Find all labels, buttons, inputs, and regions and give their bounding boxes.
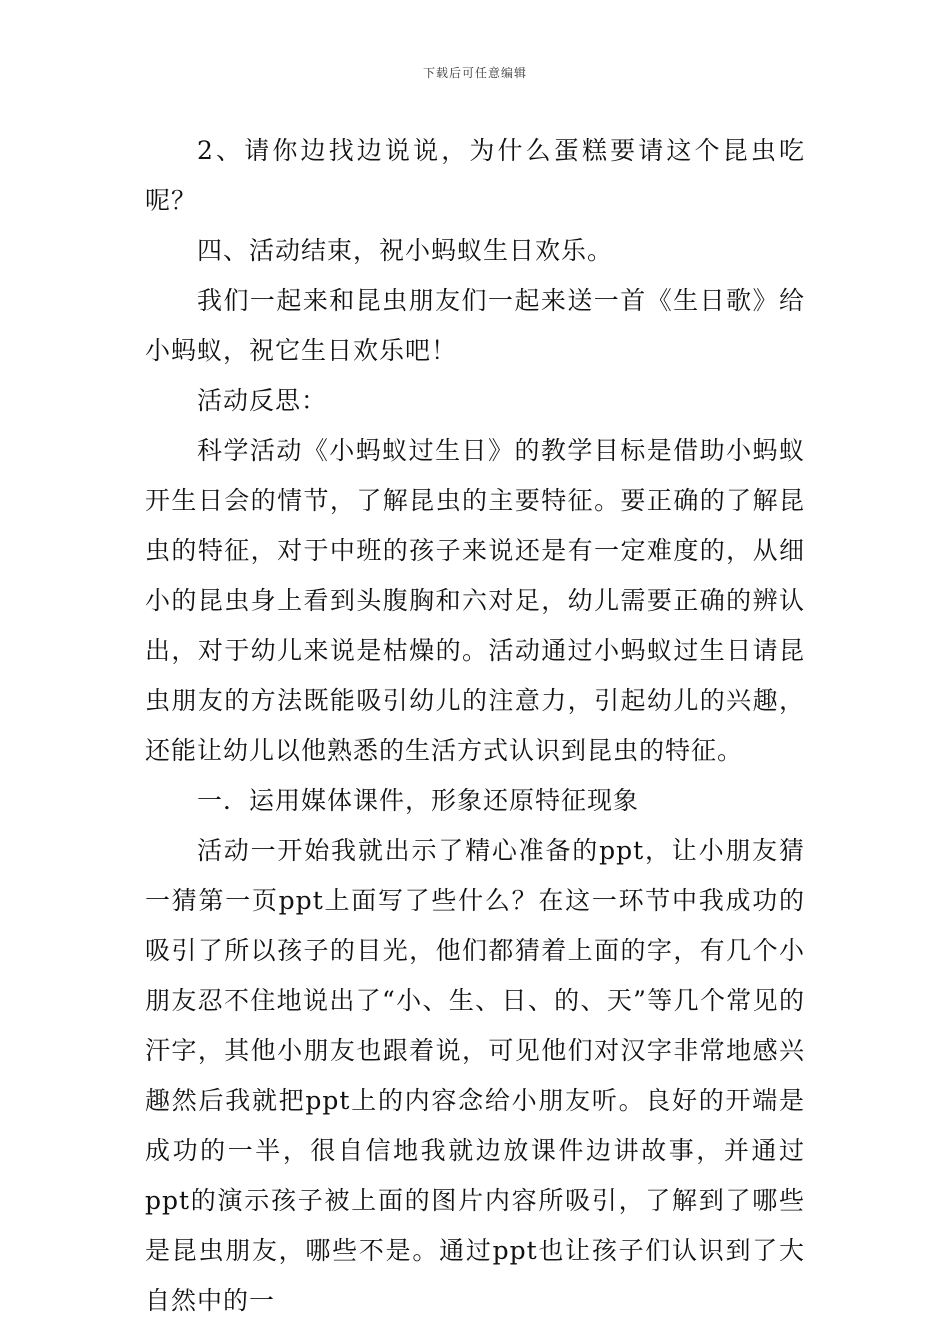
paragraph-reflection-body: 科学活动《小蚂蚁过生日》的教学目标是借助小蚂蚁开生日会的情节，了解昆虫的主要特征。要正确的了解昆虫的特征，对于中班的孩子来说还是有一定难度的，从细小的昆虫身上看到头腹胸和六对足，幼儿需要正确的辨认出，对于幼儿来说是枯燥的。活动通过小蚂蚁过生日请昆虫朋友的方法既能吸引幼儿的注意力，引起幼儿的兴趣，还能让幼儿以他熟悉的生活方式认识到昆虫的特征。 bbox=[145, 436, 805, 765]
paragraph-activity-end: 四、活动结束，祝小蚂蚁生日欢乐。 bbox=[197, 236, 614, 265]
page-header: 下载后可任意编辑 bbox=[422, 66, 527, 80]
paragraph-reflection-heading: 活动反思： bbox=[197, 386, 328, 415]
paragraph-question: 2、请你边找边说说，为什么蛋糕要请这个昆虫吃呢？ bbox=[145, 136, 805, 215]
document-body bbox=[145, 126, 805, 1326]
paragraph-birthday-song: 我们一起来和昆虫朋友们一起来送一首《生日歌》给小蚂蚁，祝它生日欢乐吧！ bbox=[145, 286, 805, 365]
paragraph-section-one-heading: 一．运用媒体课件，形象还原特征现象 bbox=[197, 786, 640, 815]
paragraph-section-one-body: 活动一开始我就出示了精心准备的ppt，让小朋友猜一猜第一页ppt上面写了些什么？在这一环节中我成功的吸引了所以孩子的目光，他们都猜着上面的字，有几个小朋友忍不住地说出了“小、生、日、的、天”等几个常见的汗字，其他小朋友也跟着说，可见他们对汉字非常地感兴趣然后我就把ppt上的内容念给小朋友听。良好的开端是成功的一半，很自信地我就边放课件边讲故事，并通过ppt的演示孩子被上面的图片内容所吸引，了解到了哪些是昆虫朋友，哪些不是。通过ppt也让孩子们认识到了大自然中的一 bbox=[145, 836, 805, 1315]
